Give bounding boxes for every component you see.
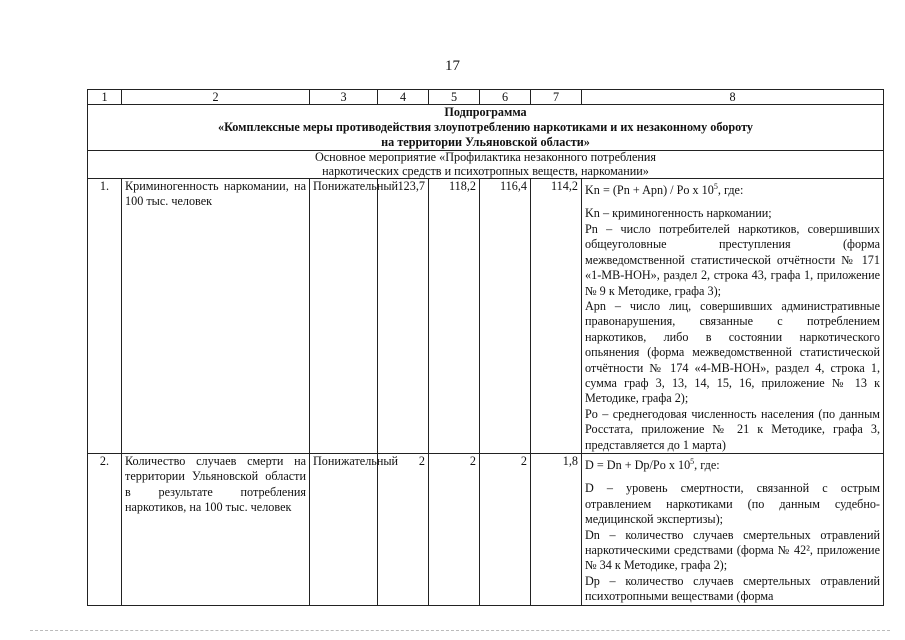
column-number: 2 (122, 90, 310, 105)
table-row (88, 453, 884, 605)
main-measure-line: Основное мероприятие «Профилактика незаконного потребления (314, 150, 657, 164)
indicator-direction: Понижательный (310, 179, 378, 454)
page-number: 17 (445, 58, 460, 74)
formula-base: Kn = (Pn + Apn) / Po x 10 (585, 183, 714, 198)
formula-exponent: 5 (713, 182, 718, 191)
table-row (88, 179, 884, 454)
column-numbers-row (88, 90, 884, 105)
value-col7: 114,2 (531, 179, 582, 454)
value-col5: 118,2 (429, 179, 480, 454)
subprogram-line: на территории Ульяновской области» (381, 135, 590, 149)
value-col5: 2 (429, 453, 480, 605)
column-number: 7 (531, 90, 582, 105)
row-number: 2. (88, 453, 122, 605)
formula-exponent: 5 (690, 456, 695, 466)
formula-explanation: D – уровень смертности, связанной с острым отравлением наркотиками (по данным судебно-медицинской экспертизы); Dn – количество случаев смертельных отравлений наркотическими средствами (форма № 42², приложение № 34 к Методике, графа 2); Dp – количество случаев смертельных отравлений психотропными веществами (форма (585, 481, 880, 604)
scan-edge-marks (30, 630, 890, 633)
subprogram-title (88, 105, 884, 151)
main-measure-row (88, 151, 884, 179)
value-col4: 2 (378, 453, 429, 605)
formula (585, 454, 880, 473)
column-number: 5 (429, 90, 480, 105)
indicator-name: Количество случаев смерти на территории Ульяновской области в результате потребления наркотиков, на 100 тыс. человек (122, 453, 310, 605)
indicator-name: Криминогенность наркомании, на 100 тыс. человек (122, 179, 310, 454)
value-col4: 123,7 (378, 179, 429, 454)
formula-tail: , где: (717, 183, 744, 198)
column-number: 8 (582, 90, 884, 105)
value-col6: 2 (480, 453, 531, 605)
column-number: 3 (310, 90, 378, 105)
indicators-table (87, 89, 884, 606)
column-number: 4 (378, 90, 429, 105)
indicator-direction: Понижательный (310, 453, 378, 605)
formula-tail: , где: (694, 458, 720, 473)
calculation-method (582, 453, 884, 605)
formula (585, 179, 880, 198)
main-measure-line: наркотических средств и психотропных веществ, наркомании» (322, 163, 649, 178)
calculation-method (582, 179, 884, 454)
column-number: 6 (480, 90, 531, 105)
row-number: 1. (88, 179, 122, 454)
formula-explanation: Kn – криминогенность наркомании; Pn – число потребителей наркотиков, совершивших общеуголовные преступления (форма межведомственной статистической отчётности № 171 «1-МВ-НОН», раздел 2, строка 43, графа 1, приложение № 9 к Методике, графа 3); Apn – число лиц, совершивших административные правонарушения, связанные с потреблением наркотиков, либо в состоянии наркотического опьянения (форма межведомственной статистической отчётности № 174 «4-МВ-НОН», раздел 4, строка 1, сумма граф 3, 13, 14, 15, 16, приложение № 13 к Методике, графа 2); Po – среднегодовая численность населения (по данным Росстата, приложение № 21 к Методике, графа 3, представляется до 1 марта) (585, 206, 880, 452)
main-measure-title (88, 151, 884, 179)
subprogram-line: Подпрограмма (444, 105, 527, 119)
subprogram-row (88, 105, 884, 151)
subprogram-line: «Комплексные меры противодействия злоупотреблению наркотиками и их незаконному обороту (217, 120, 754, 134)
formula-base: D = Dn + Dp/Po x 10 (585, 458, 691, 473)
value-col6: 116,4 (480, 179, 531, 454)
value-col7: 1,8 (531, 453, 582, 605)
column-number: 1 (88, 90, 122, 105)
